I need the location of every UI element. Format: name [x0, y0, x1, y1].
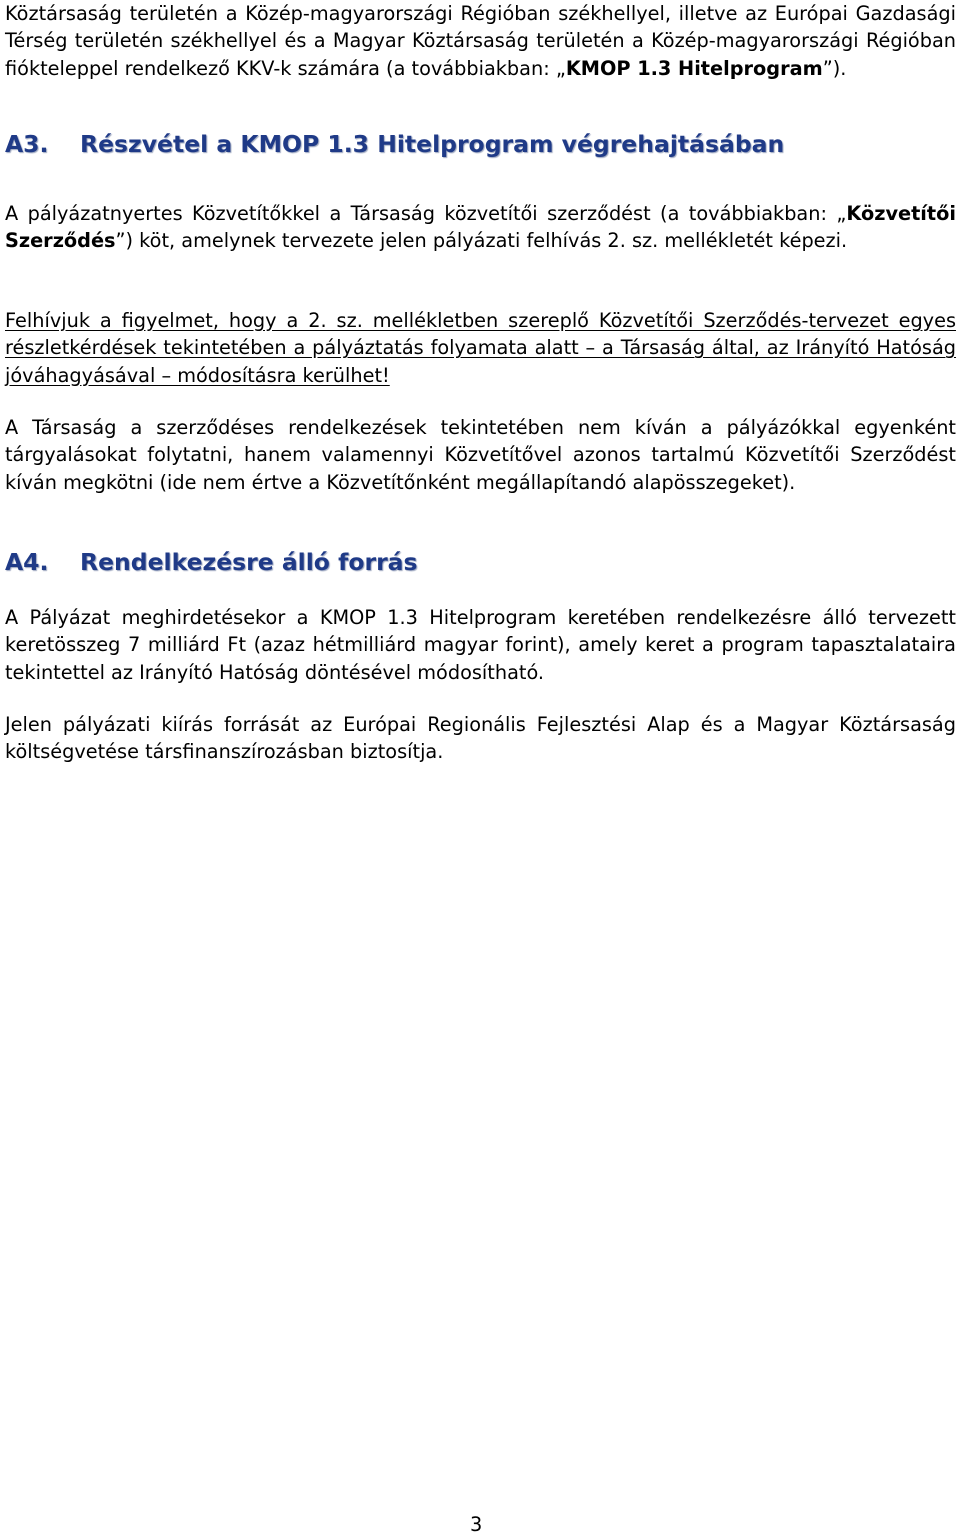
section-heading-a4 — [5, 548, 418, 576]
notice-paragraph: Felhívjuk a figyelmet, hogy a 2. sz. mellékletben szereplő Közvetítői Szerződés-tervezet egyes részletkérdések tekintetében a pályáztatás folyamata alatt – a Társaság által, az Irányító Hatóság jóváhagyásával – módosításra kerülhet! — [5, 309, 956, 387]
terms-paragraph: A Társaság a szerződéses rendelkezések tekintetében nem kíván a pályázókkal egyenként tárgyalásokat folytatni, hanem valamennyi Közvetítővel azonos tartalmú Közvetítői Szerződést kíván megkötni (ide nem értve a Közvetítőnként megállapítandó alapösszegeket). — [5, 416, 956, 494]
contract-term: Közvetítői Szerződés — [5, 202, 956, 253]
intro-program-name: KMOP 1.3 Hitelprogram — [565, 56, 823, 80]
intro-text: Köztársaság területén a Közép-magyarországi Régióban székhellyel, illetve az Európai Gazdasági Térség területén székhellyel és a Magyar Köztársaság területén a Közép-magyarországi Régióban fiókteleppel rendelkező KKV-k számára (a továbbiakban: — [5, 2, 956, 80]
contract-text-before: A pályázatnyertes Közvetítőkkel a Társaság közvetítői szerződést (a továbbiakban: — [5, 202, 837, 225]
budget-paragraph: A Pályázat meghirdetésekor a KMOP 1.3 Hitelprogram keretében rendelkezésre álló tervezett keretösszeg 7 milliárd Ft (azaz hétmilliárd magyar forint), amely keret a program tapasztalataira tekintettel az Irányító Hatóság döntésével módosítható. — [5, 606, 956, 684]
contract-paragraph — [5, 200, 956, 255]
section-title: Rendelkezésre álló forrás — [80, 548, 418, 576]
section-number: A3. — [5, 130, 49, 158]
intro-quote-open: „ — [555, 56, 566, 80]
contract-text-after: ) köt, amelynek tervezete jelen pályázati felhívás 2. sz. mellékletét képezi. — [125, 229, 848, 253]
contract-quote-open: „ — [836, 202, 847, 225]
section-title: Részvétel a KMOP 1.3 Hitelprogram végrehajtásában — [80, 130, 785, 158]
page-number: 3 — [470, 1513, 483, 1536]
intro-quote-close: ” — [822, 56, 833, 80]
section-number: A4. — [5, 548, 49, 576]
funding-paragraph: Jelen pályázati kiírás forrását az Európai Regionális Fejlesztési Alap és a Magyar Köztársaság költségvetése társfinanszírozásban biztosítja. — [5, 713, 956, 764]
contract-quote-close: ” — [115, 229, 126, 253]
intro-tail: ). — [832, 56, 847, 80]
intro-paragraph — [5, 0, 956, 82]
section-heading-a3 — [5, 130, 784, 158]
